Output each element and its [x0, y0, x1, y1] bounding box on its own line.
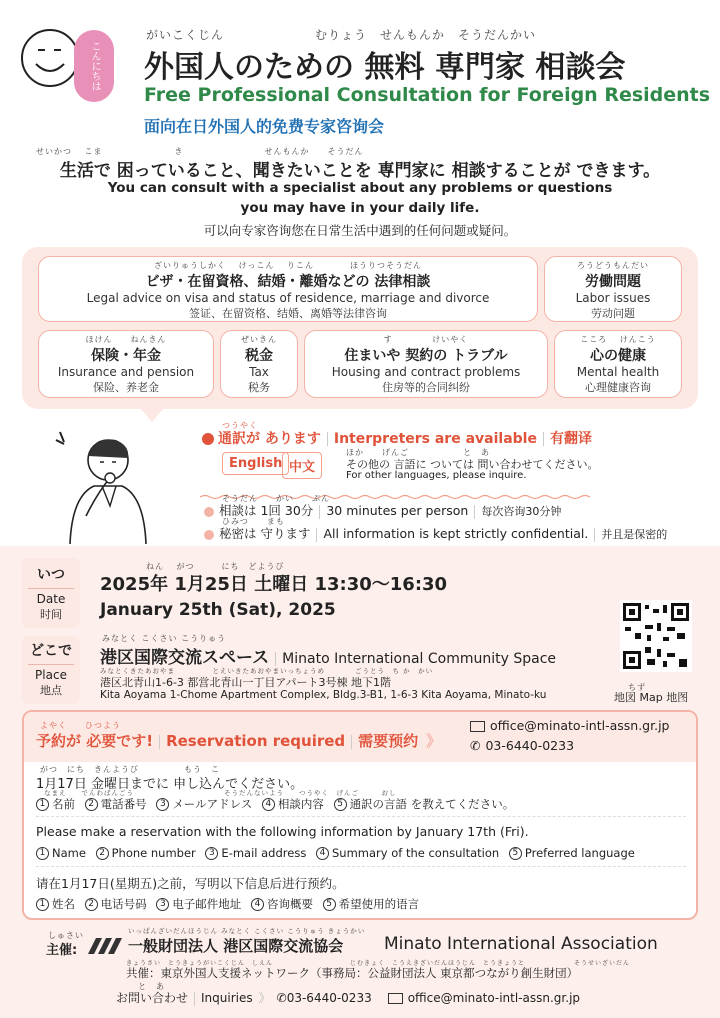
- date-jp: 2025年 1月25日 土曜日 13:30〜16:30: [100, 574, 448, 595]
- item: 名前: [52, 797, 75, 811]
- date-en: January 25th (Sat), 2025: [100, 600, 336, 620]
- topic-en: Labor issues: [575, 291, 651, 305]
- when-cn: 时间: [40, 608, 62, 621]
- bullet-dot-icon: [204, 530, 214, 540]
- org-jp: 一般財団法人 港区国際交流協会: [128, 937, 344, 955]
- topic-ruby: こころ けんこう: [580, 335, 656, 344]
- speech-bubble-tail: [140, 408, 164, 422]
- reserve-row: [36, 730, 441, 751]
- footer-phone[interactable]: 03-6440-0233: [286, 991, 372, 1005]
- chevron-right-icon: 》: [426, 732, 442, 750]
- intro-en-2: you may have in your daily life.: [240, 200, 480, 216]
- org-en: Minato International Association: [384, 934, 658, 954]
- other-lang-jp: その他の 言語に ついては 問い合わせてください。: [346, 458, 599, 471]
- topic-insurance: [38, 330, 214, 398]
- addr-en: Kita Aoyama 1-Chome Apartment Complex, Bldg.3-B1, 1-6-3 Kita Aoyama, Minato-ku: [100, 689, 547, 701]
- term2-row: [204, 524, 667, 542]
- footer-email[interactable]: office@minato-intl-assn.gr.jp: [407, 991, 581, 1005]
- item: E-mail address: [221, 846, 307, 860]
- topic-mental: [554, 330, 682, 398]
- phone-icon: ✆: [470, 738, 481, 753]
- topic-cn: 保险、养老金: [93, 381, 159, 394]
- term2-jp: 秘密は 守ります: [219, 526, 311, 541]
- items-cn: 1 姓名 2 电话号码 3 电子邮件地址 4 咨询概要 5 希望使用的语言: [36, 896, 419, 912]
- lang-chinese: 中文: [282, 452, 322, 479]
- divider: [36, 816, 686, 817]
- topic-cn: 劳动问题: [591, 307, 635, 320]
- topic-legal: [38, 256, 538, 322]
- divider: [36, 866, 686, 867]
- place-row: [100, 643, 556, 668]
- term2-en: All information is kept strictly confidential.: [323, 526, 589, 541]
- reserve-en: Reservation required: [166, 732, 346, 750]
- topic-en: Tax: [249, 365, 269, 379]
- where-tag: [22, 636, 80, 704]
- inq-ruby: と あ: [138, 982, 165, 991]
- item: 电话号码: [100, 897, 147, 911]
- other-lang-ruby: ほか げんご と あ: [346, 448, 490, 457]
- topic-cn: 心理健康咨询: [585, 381, 651, 394]
- when-jp: いつ: [37, 567, 65, 583]
- email-text: office@minato-intl-assn.gr.jp: [490, 718, 670, 733]
- deadline-ruby: がつ にち きんようび もう こ: [40, 765, 220, 774]
- intro-en-1: You can consult with a specialist about any problems or questions: [107, 180, 613, 196]
- item: Summary of the consultation: [331, 846, 500, 860]
- other-lang-en: For other languages, please inquire.: [346, 470, 527, 481]
- en-head: Please make a reservation with the following information by January 17th (Fri).: [36, 824, 529, 839]
- host-ruby: しゅさい: [48, 931, 84, 940]
- term1-ruby: そうだん かい ぷん: [222, 494, 330, 503]
- topic-cn: 签证、在留资格、结婚、离婚等法律咨询: [189, 307, 387, 320]
- topic-en: Mental health: [576, 365, 660, 379]
- topic-ruby: ざいりゅうしかく けっこん りこん ほうりつそうだん: [153, 261, 423, 270]
- topic-ruby: す けいやく: [383, 335, 469, 344]
- qr-code-icon: [623, 603, 689, 669]
- reserve-email[interactable]: [470, 718, 670, 733]
- topic-en: Insurance and pension: [57, 365, 195, 379]
- item: 姓名: [52, 897, 75, 911]
- topic-tax: [220, 330, 298, 398]
- chevron-right-icon: 》: [258, 991, 271, 1005]
- place-ruby: みなとく こくさい こうりゅう: [102, 634, 227, 643]
- reserve-jp: 予約が 必要です!: [36, 732, 154, 750]
- topic-jp: 労働問題: [585, 274, 641, 290]
- interp-jp: 通訳が あります: [218, 431, 321, 447]
- items-ruby: なまえ でんわばんごう そうだんないよう つうやく げんご おし: [44, 789, 397, 797]
- where-en: Place: [28, 664, 74, 682]
- deadline-jp: 1月17日 金曜日までに 申し込んでください。: [36, 777, 304, 792]
- term1-cn: 每次咨询30分钟: [481, 505, 562, 518]
- topic-ruby: ろうどうもんだい: [577, 261, 649, 270]
- mail-icon: [470, 721, 485, 732]
- when-en: Date: [28, 588, 74, 606]
- interp-bullet-icon: [202, 433, 214, 445]
- interp-ruby: つうやく: [222, 421, 258, 430]
- topic-jp: 住まいや 契約の トラブル: [344, 348, 508, 364]
- inq-jp: お問い合わせ: [116, 991, 189, 1005]
- topic-housing: [304, 330, 548, 398]
- term1-jp: 相談は 1回 30分: [219, 503, 314, 518]
- lang-english: English: [222, 452, 289, 475]
- topic-en: Legal advice on visa and status of residence, marriage and divorce: [86, 291, 490, 305]
- map-label[interactable]: 地図 Map 地图: [614, 691, 689, 704]
- topic-cn: 税务: [248, 381, 270, 394]
- person-illustration: [46, 426, 166, 546]
- item: 咨询概要: [266, 897, 313, 911]
- reserve-ruby: よやく ひつよう: [40, 721, 121, 730]
- co-host: 共催：東京外国人支援ネットワーク（事務局：公益財団法人 東京都つながり創生財団）: [126, 966, 579, 980]
- term2-ruby: ひみつ まも: [222, 517, 285, 526]
- where-jp: どこで: [30, 643, 72, 659]
- interp-row: [202, 428, 592, 448]
- org-logo: [88, 936, 122, 960]
- greeting-badge: こんにちは: [74, 30, 114, 102]
- item: Preferred language: [524, 846, 635, 860]
- term1-en: 30 minutes per person: [326, 503, 469, 518]
- items-jp: 1 名前 2 電話番号 3 メールアドレス 4 相談内容 5 通訳の言語 を教えてください。: [36, 796, 514, 812]
- title-ruby: がいこくじん むりょう せんもんか そうだんかい: [146, 28, 537, 42]
- topic-jp: 税金: [245, 348, 273, 364]
- interp-cn: 有翻译: [549, 431, 592, 447]
- page-title: 外国人のための 無料 専門家 相談会: [144, 50, 626, 85]
- addr-jp: 港区北青山1-6-3 都営北青山一丁目アパート3号棟 地下1階: [100, 676, 392, 689]
- when-tag: [22, 558, 80, 628]
- org-ruby: いっぱんざいだんほうじん みなとく こくさい こうりゅう きょうかい: [128, 927, 366, 935]
- item: メールアドレス: [172, 797, 253, 811]
- items-tail: を教えてください。: [410, 797, 515, 811]
- topic-ruby: ぜいきん: [241, 335, 277, 344]
- phone-text: 03-6440-0233: [485, 738, 575, 753]
- item: Phone number: [111, 846, 196, 860]
- association-logo-icon: [88, 936, 122, 956]
- topic-jp: 保険・年金: [91, 348, 161, 364]
- place-jp: 港区国際交流スペース: [100, 648, 270, 668]
- place-en: Minato International Community Space: [282, 651, 557, 667]
- qr-code[interactable]: [620, 600, 692, 672]
- topic-jp: ビザ・在留資格、結婚・離婚などの 法律相談: [145, 274, 431, 290]
- map-ruby: ちず: [628, 683, 646, 692]
- phone-icon: ✆: [276, 991, 287, 1005]
- host-label: 主催:: [46, 943, 78, 958]
- interp-en: Interpreters are available: [333, 431, 537, 447]
- mail-icon: [388, 993, 403, 1004]
- inquiry-row: [116, 989, 580, 1006]
- items-en: 1 Name 2 Phone number 3 E-mail address 4 Summary of the consultation 5 Preferred language: [36, 846, 635, 860]
- item: Name: [52, 846, 86, 860]
- intro-jp: 生活で 困っていること、聞きたいことを 専門家に 相談することが できます。: [59, 161, 661, 181]
- item: 电子邮件地址: [172, 897, 242, 911]
- item: 通訳の言語: [349, 797, 408, 811]
- worried-person-icon: [46, 426, 166, 546]
- inq-en: Inquiries: [201, 991, 253, 1005]
- where-cn: 地点: [40, 684, 62, 697]
- intro-cn: 可以向专家咨询您在日常生活中遇到的任何问题或疑问。: [203, 223, 517, 238]
- cn-head: 请在1月17日(星期五)之前，写明以下信息后进行预约。: [36, 876, 345, 891]
- item: 相談内容: [277, 797, 324, 811]
- item: 希望使用的语言: [338, 897, 420, 911]
- topic-ruby: ほけん ねんきん: [85, 335, 167, 344]
- reserve-cn: 需要预约: [358, 732, 419, 750]
- reserve-phone[interactable]: [470, 738, 574, 753]
- title-en: Free Professional Consultation for Foreign Residents: [144, 84, 711, 106]
- co-ruby: きょうさい とうきょうがいこくじん しえん じむきょく こうえきざいだんほうじん とうきょうと そうせいざいだん: [126, 960, 631, 967]
- addr-ruby: みなとくきたあおやま とえいきたあおやまいっちょうめ ごうとう ち か かい: [100, 667, 434, 675]
- date-ruby: ねん がつ にち どようび: [146, 562, 285, 571]
- topic-cn: 住房等的合同纠纷: [382, 381, 470, 394]
- bullet-dot-icon: [204, 507, 214, 517]
- title-cn: 面向在日外国人的免费专家咨询会: [144, 117, 385, 136]
- term2-cn: 并且是保密的: [601, 528, 668, 541]
- topic-en: Housing and contract problems: [331, 365, 521, 379]
- topic-jp: 心の健康: [590, 348, 646, 364]
- topic-labor: [544, 256, 682, 322]
- item: 電話番号: [100, 797, 147, 811]
- intro-ruby: せいかつ こま き せんもんか そうだん: [36, 147, 364, 156]
- wavy-divider: [200, 485, 596, 491]
